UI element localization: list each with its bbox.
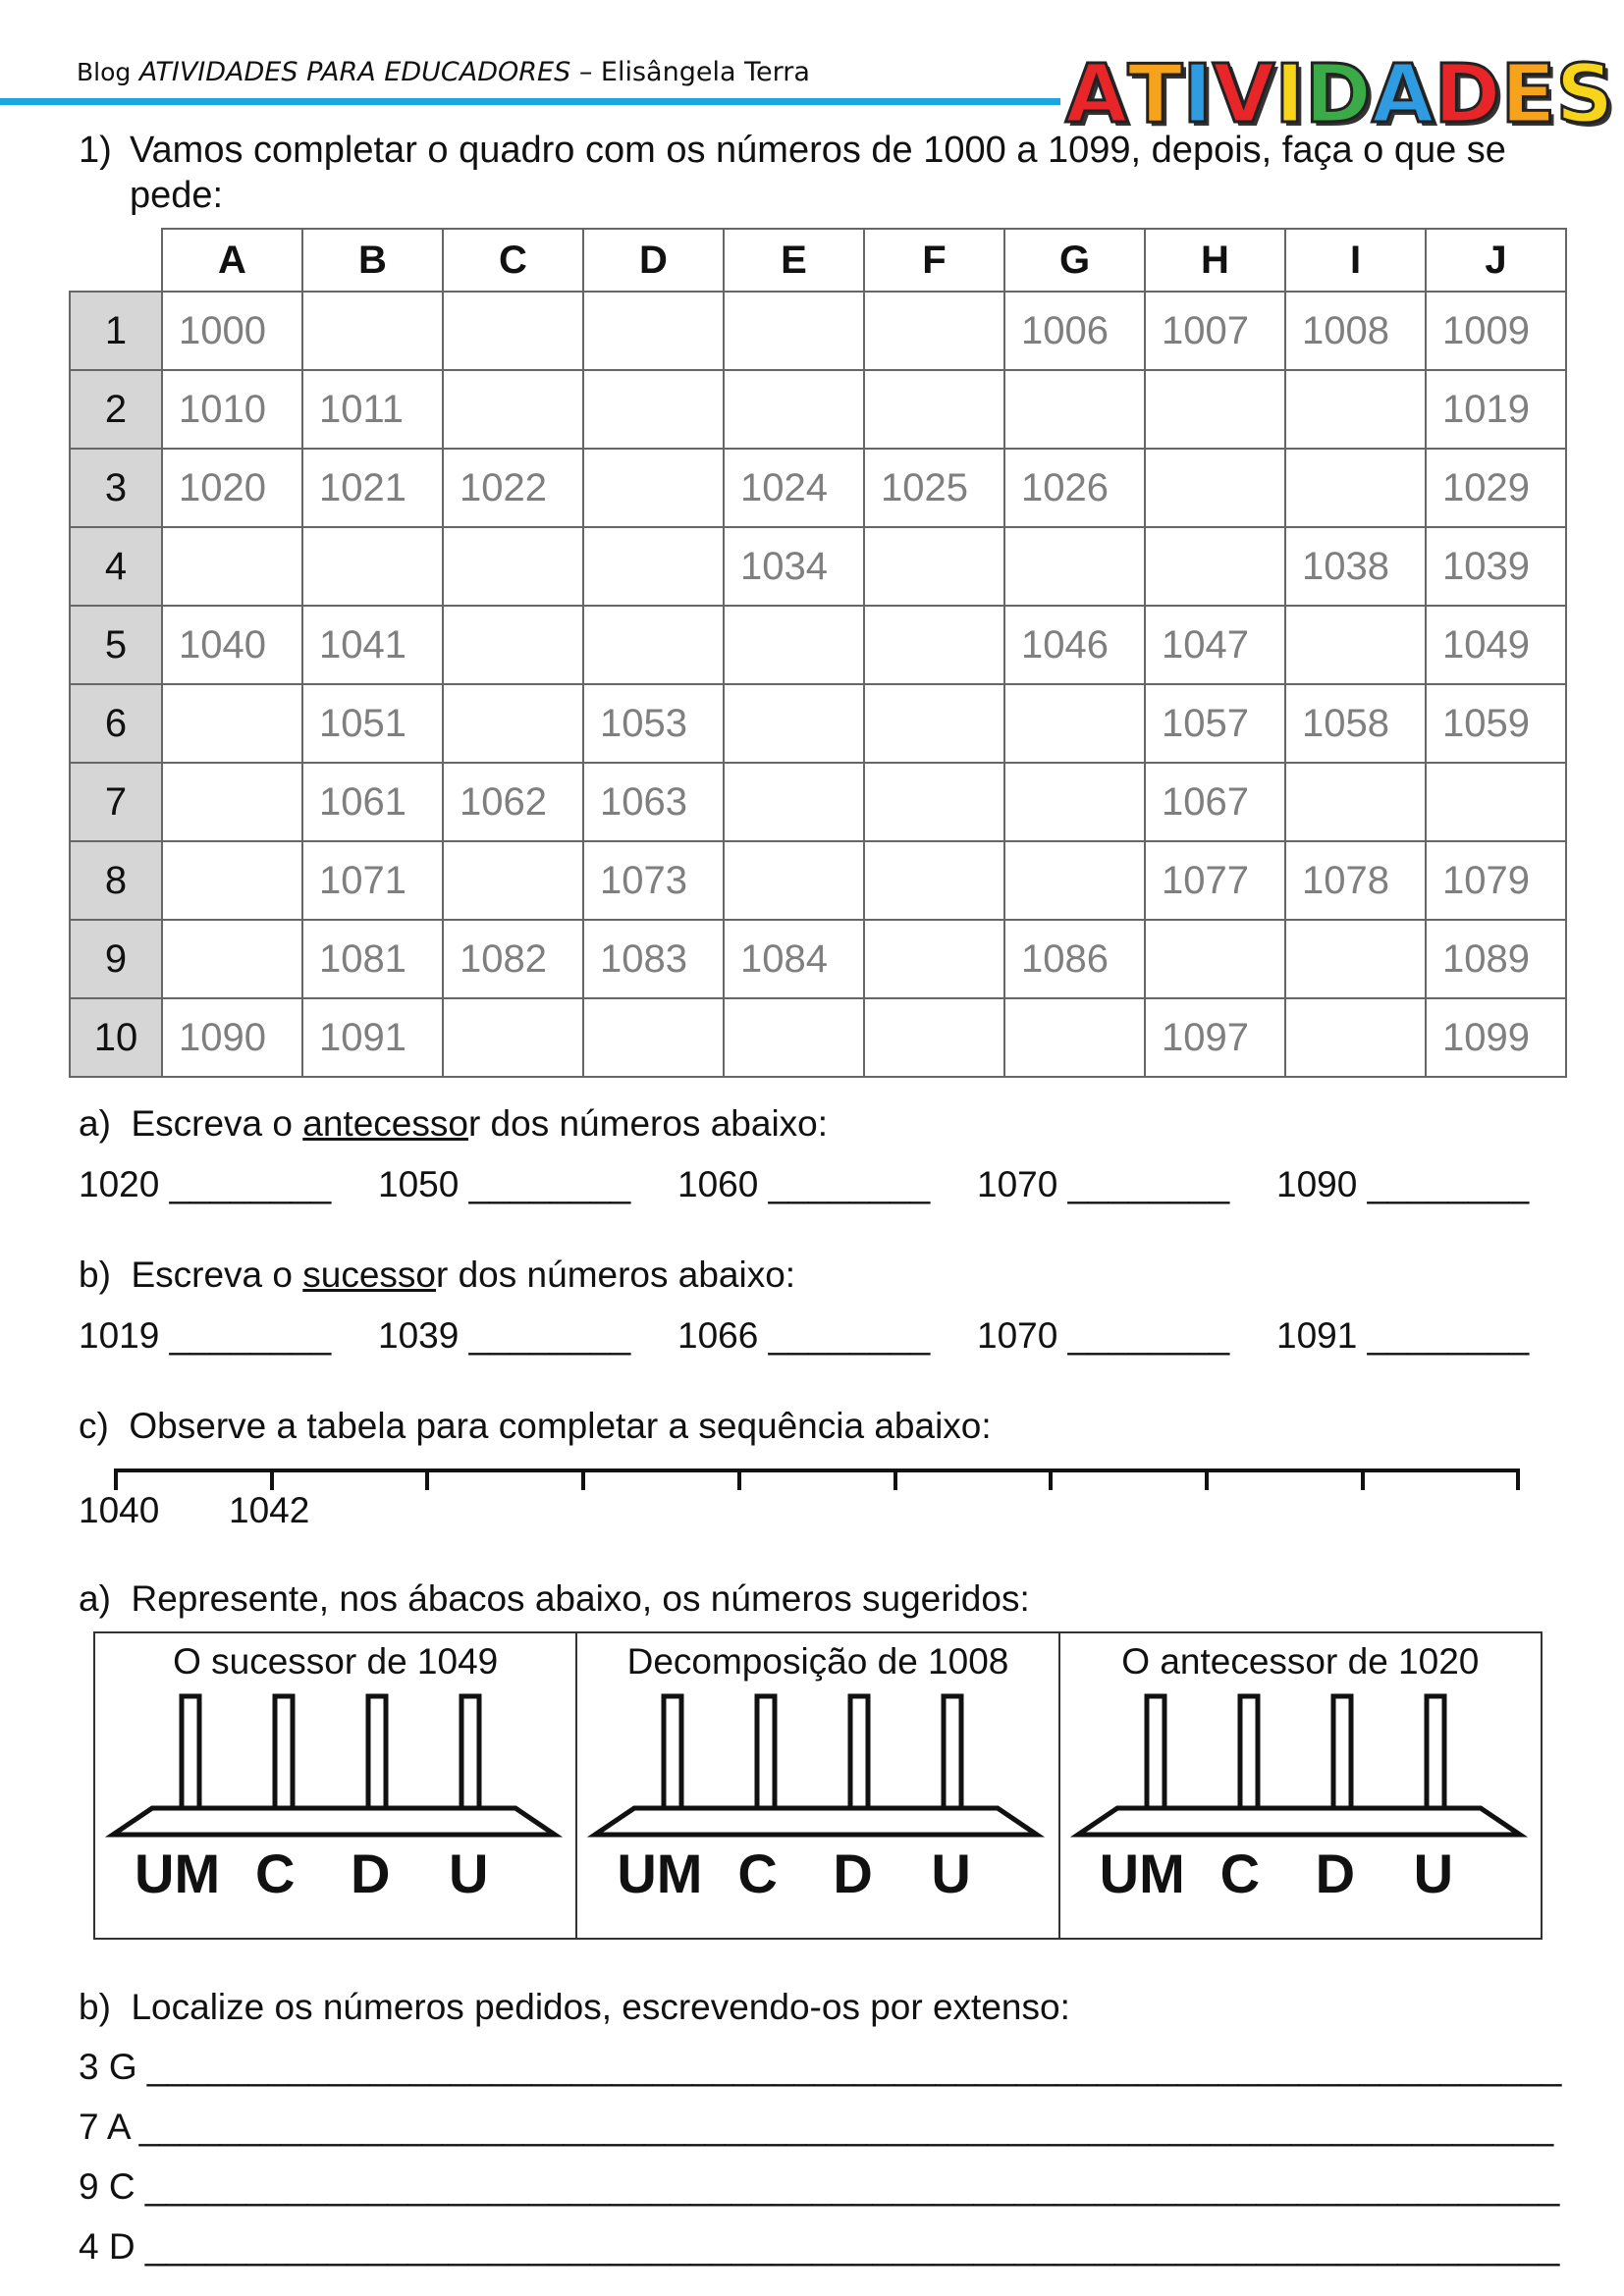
- abacus-title: Decomposição de 1008: [626, 1641, 1009, 1682]
- table-cell[interactable]: [1145, 920, 1285, 998]
- table-cell[interactable]: 1062: [443, 763, 583, 841]
- abacus-place-label: U: [449, 1842, 489, 1904]
- logo-letter: I: [1274, 48, 1305, 141]
- column-header: J: [1426, 229, 1566, 292]
- abacus-text: Represente, nos ábacos abaixo, os números sugeridos:: [131, 1578, 1030, 1619]
- table-cell[interactable]: [162, 920, 302, 998]
- abacus-rod: [944, 1696, 961, 1808]
- table-cell[interactable]: 1039: [1426, 527, 1566, 606]
- logo-letter: A: [1371, 48, 1435, 141]
- table-cell[interactable]: [724, 684, 864, 763]
- table-cell[interactable]: 1083: [583, 920, 724, 998]
- answer-blank[interactable]: 1060 ________: [677, 1164, 931, 1204]
- table-cell[interactable]: [864, 763, 1004, 841]
- table-cell[interactable]: 1091: [302, 998, 443, 1077]
- table-cell[interactable]: [724, 292, 864, 370]
- table-cell[interactable]: [864, 606, 1004, 684]
- table-row: [70, 684, 1566, 763]
- answer-blank[interactable]: 1019 ________: [79, 1315, 332, 1356]
- table-cell[interactable]: 1086: [1004, 920, 1145, 998]
- table-cell[interactable]: [302, 527, 443, 606]
- table-cell[interactable]: [724, 606, 864, 684]
- table-cell[interactable]: [443, 998, 583, 1077]
- part-b-underlined-word: sucesso: [302, 1255, 436, 1295]
- number-line-tick: [1361, 1468, 1365, 1490]
- logo-letter: D: [1304, 48, 1372, 141]
- logo-letter: I: [1182, 48, 1213, 141]
- table-cell[interactable]: [443, 684, 583, 763]
- table-cell[interactable]: [1145, 370, 1285, 449]
- table-cell[interactable]: [1285, 370, 1426, 449]
- number-line-label: 1040: [79, 1490, 160, 1530]
- number-line-tick: [1205, 1468, 1209, 1490]
- extenso-prefix: b): [79, 1987, 111, 2027]
- extenso-text: Localize os números pedidos, escrevendo-os por extenso:: [131, 1987, 1070, 2027]
- abacus-base: [113, 1808, 555, 1835]
- number-line-tick: [1049, 1468, 1053, 1490]
- row-header: 4: [70, 527, 162, 606]
- table-cell[interactable]: [583, 606, 724, 684]
- table-cell[interactable]: 1047: [1145, 606, 1285, 684]
- table-cell[interactable]: 1073: [583, 841, 724, 920]
- answer-blank[interactable]: 1070 ________: [977, 1315, 1230, 1356]
- abacus-place-label: U: [1413, 1842, 1454, 1904]
- table-row: [70, 449, 1566, 527]
- part-c-instruction: [79, 1406, 992, 1447]
- table-cell[interactable]: 1011: [302, 370, 443, 449]
- abacus-instruction: [79, 1578, 1030, 1620]
- table-cell[interactable]: 1009: [1426, 292, 1566, 370]
- table-cell[interactable]: 1089: [1426, 920, 1566, 998]
- abacus-labels: [1060, 1842, 1541, 1910]
- table-cell[interactable]: [1145, 527, 1285, 606]
- extenso-line[interactable]: 7 A ______________________________________________________________________: [79, 2107, 1554, 2147]
- logo-letter: V: [1212, 48, 1275, 141]
- abacus-base: [1078, 1808, 1520, 1835]
- number-line-label: 1042: [229, 1490, 310, 1530]
- header-author: – Elisângela Terra: [578, 57, 810, 87]
- abacus-place-label: UM: [135, 1842, 221, 1904]
- antecessor-answers: [0, 1164, 1624, 1213]
- table-cell[interactable]: 1034: [724, 527, 864, 606]
- table-cell[interactable]: [443, 527, 583, 606]
- table-cell[interactable]: 1077: [1145, 841, 1285, 920]
- table-row: [70, 292, 1566, 370]
- abacus-place-label: D: [351, 1842, 391, 1904]
- abacus-title: O sucessor de 1049: [173, 1641, 499, 1682]
- table-cell[interactable]: [864, 527, 1004, 606]
- answer-blank[interactable]: 1020 ________: [79, 1164, 332, 1204]
- abacus-drawing: [585, 1692, 1047, 1840]
- abacus-labels: [95, 1842, 575, 1910]
- table-cell[interactable]: [583, 370, 724, 449]
- table-cell[interactable]: 1049: [1426, 606, 1566, 684]
- table-cell[interactable]: [1004, 841, 1145, 920]
- table-cell[interactable]: 1059: [1426, 684, 1566, 763]
- column-header: F: [864, 229, 1004, 292]
- table-cell[interactable]: 1026: [1004, 449, 1145, 527]
- extenso-line[interactable]: 9 C ______________________________________________________________________: [79, 2166, 1560, 2207]
- table-cell[interactable]: 1041: [302, 606, 443, 684]
- table-cell[interactable]: [1145, 449, 1285, 527]
- abacus-rod: [850, 1696, 868, 1808]
- answer-blank[interactable]: 1066 ________: [677, 1315, 931, 1356]
- table-cell[interactable]: 1040: [162, 606, 302, 684]
- abacus-panel: [95, 1633, 577, 1938]
- logo-letter: S: [1555, 48, 1614, 141]
- table-cell[interactable]: 1081: [302, 920, 443, 998]
- table-cell[interactable]: [864, 292, 1004, 370]
- table-cell[interactable]: [864, 370, 1004, 449]
- answer-blank[interactable]: 1090 ________: [1276, 1164, 1530, 1204]
- table-row: [70, 370, 1566, 449]
- table-cell[interactable]: [1004, 998, 1145, 1077]
- row-header: 8: [70, 841, 162, 920]
- table-cell[interactable]: 1084: [724, 920, 864, 998]
- abacus-rod: [664, 1696, 681, 1808]
- answer-blank[interactable]: 1039 ________: [378, 1315, 631, 1356]
- table-cell[interactable]: 1078: [1285, 841, 1426, 920]
- number-line-tick: [581, 1468, 585, 1490]
- table-cell[interactable]: 1021: [302, 449, 443, 527]
- table-cell[interactable]: [724, 841, 864, 920]
- table-cell[interactable]: [583, 292, 724, 370]
- table-cell[interactable]: 1025: [864, 449, 1004, 527]
- table-cell[interactable]: [1285, 763, 1426, 841]
- table-cell[interactable]: [864, 998, 1004, 1077]
- logo-letter: D: [1434, 48, 1501, 141]
- table-cell[interactable]: 1038: [1285, 527, 1426, 606]
- table-cell[interactable]: 1099: [1426, 998, 1566, 1077]
- column-header: D: [583, 229, 724, 292]
- table-cell[interactable]: 1097: [1145, 998, 1285, 1077]
- table-cell[interactable]: [1285, 606, 1426, 684]
- table-cell[interactable]: [1285, 920, 1426, 998]
- abacus-place-label: U: [931, 1842, 971, 1904]
- table-row: [70, 998, 1566, 1077]
- table-cell[interactable]: [1004, 527, 1145, 606]
- table-cell[interactable]: 1024: [724, 449, 864, 527]
- abacus-rod: [182, 1696, 199, 1808]
- abacus-place-label: UM: [617, 1842, 703, 1904]
- number-line-tick: [270, 1468, 274, 1490]
- number-table: [69, 228, 1567, 1078]
- table-row: [70, 841, 1566, 920]
- sucessor-answers: [0, 1315, 1624, 1364]
- part-a-text-after: r dos números abaixo:: [467, 1103, 829, 1144]
- question-number: 1): [79, 130, 112, 171]
- table-row: [70, 606, 1566, 684]
- table-row: [70, 527, 1566, 606]
- abacus-rod: [1147, 1696, 1164, 1808]
- extenso-line[interactable]: 3 G ______________________________________________________________________: [79, 2047, 1562, 2087]
- part-b-instruction: [79, 1255, 795, 1296]
- part-a-prefix: a): [79, 1103, 111, 1144]
- table-cell[interactable]: [302, 292, 443, 370]
- abacus-prefix: a): [79, 1578, 111, 1619]
- abacus-labels: [577, 1842, 1057, 1910]
- table-row: [70, 763, 1566, 841]
- abacus-place-label: C: [1219, 1842, 1261, 1904]
- abacus-rod: [368, 1696, 386, 1808]
- row-header: 3: [70, 449, 162, 527]
- number-line-tick: [425, 1468, 429, 1490]
- part-b-text-before: Escreva o: [131, 1255, 303, 1295]
- table-corner: [70, 229, 162, 292]
- logo-letter: T: [1127, 48, 1183, 141]
- abacus-place-label: C: [737, 1842, 778, 1904]
- row-header: 1: [70, 292, 162, 370]
- table-cell[interactable]: [1285, 449, 1426, 527]
- number-line-tick: [893, 1468, 897, 1490]
- column-header: H: [1145, 229, 1285, 292]
- table-cell[interactable]: 1079: [1426, 841, 1566, 920]
- table-cell[interactable]: [1004, 370, 1145, 449]
- table-cell[interactable]: [1004, 684, 1145, 763]
- part-a-instruction: [79, 1103, 828, 1145]
- number-line-tick: [114, 1468, 118, 1490]
- part-b-text-after: r dos números abaixo:: [436, 1255, 796, 1295]
- table-cell[interactable]: [443, 370, 583, 449]
- table-cell[interactable]: [724, 998, 864, 1077]
- abacus-table: [93, 1631, 1543, 1940]
- abacus-rod: [1427, 1696, 1444, 1808]
- table-cell[interactable]: [162, 763, 302, 841]
- column-header: G: [1004, 229, 1145, 292]
- column-header: E: [724, 229, 864, 292]
- column-header: B: [302, 229, 443, 292]
- table-row: [70, 920, 1566, 998]
- row-header: 9: [70, 920, 162, 998]
- table-cell[interactable]: 1051: [302, 684, 443, 763]
- table-cell[interactable]: 1058: [1285, 684, 1426, 763]
- part-a-text-before: Escreva o: [131, 1103, 303, 1144]
- header-title: ATIVIDADES PARA EDUCADORES: [138, 57, 571, 87]
- table-cell[interactable]: 1007: [1145, 292, 1285, 370]
- abacus-drawing: [1068, 1692, 1530, 1840]
- number-line: [116, 1468, 1520, 1472]
- table-cell[interactable]: [864, 841, 1004, 920]
- question-text: Vamos completar o quadro com os números de 1000 a 1099, depois, faça o que se pede:: [130, 130, 1506, 216]
- logo-letter: E: [1500, 48, 1556, 141]
- abacus-panel: [1060, 1633, 1541, 1938]
- part-c-prefix: c): [79, 1406, 109, 1446]
- number-line-tick: [1516, 1468, 1520, 1490]
- table-cell[interactable]: 1022: [443, 449, 583, 527]
- table-cell[interactable]: [443, 606, 583, 684]
- extenso-line[interactable]: 4 D ______________________________________________________________________: [79, 2226, 1560, 2267]
- row-header: 10: [70, 998, 162, 1077]
- table-cell[interactable]: [864, 920, 1004, 998]
- table-cell[interactable]: 1053: [583, 684, 724, 763]
- row-header: 6: [70, 684, 162, 763]
- abacus-title: O antecessor de 1020: [1121, 1641, 1480, 1682]
- logo-letter: A: [1065, 48, 1128, 141]
- table-cell[interactable]: 1010: [162, 370, 302, 449]
- table-cell[interactable]: 1020: [162, 449, 302, 527]
- column-header: C: [443, 229, 583, 292]
- abacus-place-label: D: [1315, 1842, 1356, 1904]
- abacus-place-label: D: [833, 1842, 873, 1904]
- table-cell[interactable]: 1057: [1145, 684, 1285, 763]
- table-cell[interactable]: [162, 527, 302, 606]
- table-cell[interactable]: [583, 527, 724, 606]
- part-c-text: Observe a tabela para completar a sequência abaixo:: [129, 1406, 992, 1446]
- table-cell[interactable]: [864, 684, 1004, 763]
- table-cell[interactable]: 1063: [583, 763, 724, 841]
- table-cell[interactable]: [1004, 763, 1145, 841]
- abacus-place-label: C: [255, 1842, 296, 1904]
- abacus-rod: [461, 1696, 479, 1808]
- header-rule: [0, 98, 1060, 105]
- number-line-tick: [737, 1468, 741, 1490]
- abacus-rod: [1240, 1696, 1258, 1808]
- answer-blank[interactable]: 1070 ________: [977, 1164, 1230, 1204]
- table-cell[interactable]: [724, 763, 864, 841]
- table-cell[interactable]: 1000: [162, 292, 302, 370]
- row-header: 5: [70, 606, 162, 684]
- table-cell[interactable]: [443, 841, 583, 920]
- answer-blank[interactable]: 1091 ________: [1276, 1315, 1530, 1356]
- table-cell[interactable]: [1285, 998, 1426, 1077]
- abacus-rod: [1333, 1696, 1351, 1808]
- table-cell[interactable]: 1067: [1145, 763, 1285, 841]
- table-cell[interactable]: 1008: [1285, 292, 1426, 370]
- extenso-instruction: [79, 1987, 1070, 2028]
- column-header: I: [1285, 229, 1426, 292]
- answer-blank[interactable]: 1050 ________: [378, 1164, 631, 1204]
- table-cell[interactable]: [583, 449, 724, 527]
- part-a-underlined-word: antecesso: [302, 1103, 468, 1144]
- row-header: 7: [70, 763, 162, 841]
- table-cell[interactable]: [443, 292, 583, 370]
- table-cell[interactable]: [583, 998, 724, 1077]
- table-cell[interactable]: 1006: [1004, 292, 1145, 370]
- table-cell[interactable]: 1071: [302, 841, 443, 920]
- row-header: 2: [70, 370, 162, 449]
- header-text: [77, 57, 810, 87]
- part-b-prefix: b): [79, 1255, 111, 1295]
- column-header: A: [162, 229, 302, 292]
- table-cell[interactable]: [162, 841, 302, 920]
- abacus-base: [595, 1808, 1037, 1835]
- abacus-rod: [757, 1696, 775, 1808]
- atividades-logo: [1065, 48, 1614, 141]
- table-cell[interactable]: [1426, 763, 1566, 841]
- abacus-panel: [577, 1633, 1059, 1938]
- table-cell[interactable]: 1029: [1426, 449, 1566, 527]
- abacus-rod: [275, 1696, 293, 1808]
- table-cell[interactable]: 1061: [302, 763, 443, 841]
- table-cell[interactable]: 1082: [443, 920, 583, 998]
- table-cell[interactable]: [724, 370, 864, 449]
- table-cell[interactable]: 1090: [162, 998, 302, 1077]
- table-cell[interactable]: [162, 684, 302, 763]
- table-cell[interactable]: 1019: [1426, 370, 1566, 449]
- abacus-place-label: UM: [1099, 1842, 1185, 1904]
- table-cell[interactable]: 1046: [1004, 606, 1145, 684]
- header-blog: Blog: [77, 58, 132, 86]
- abacus-drawing: [103, 1692, 565, 1840]
